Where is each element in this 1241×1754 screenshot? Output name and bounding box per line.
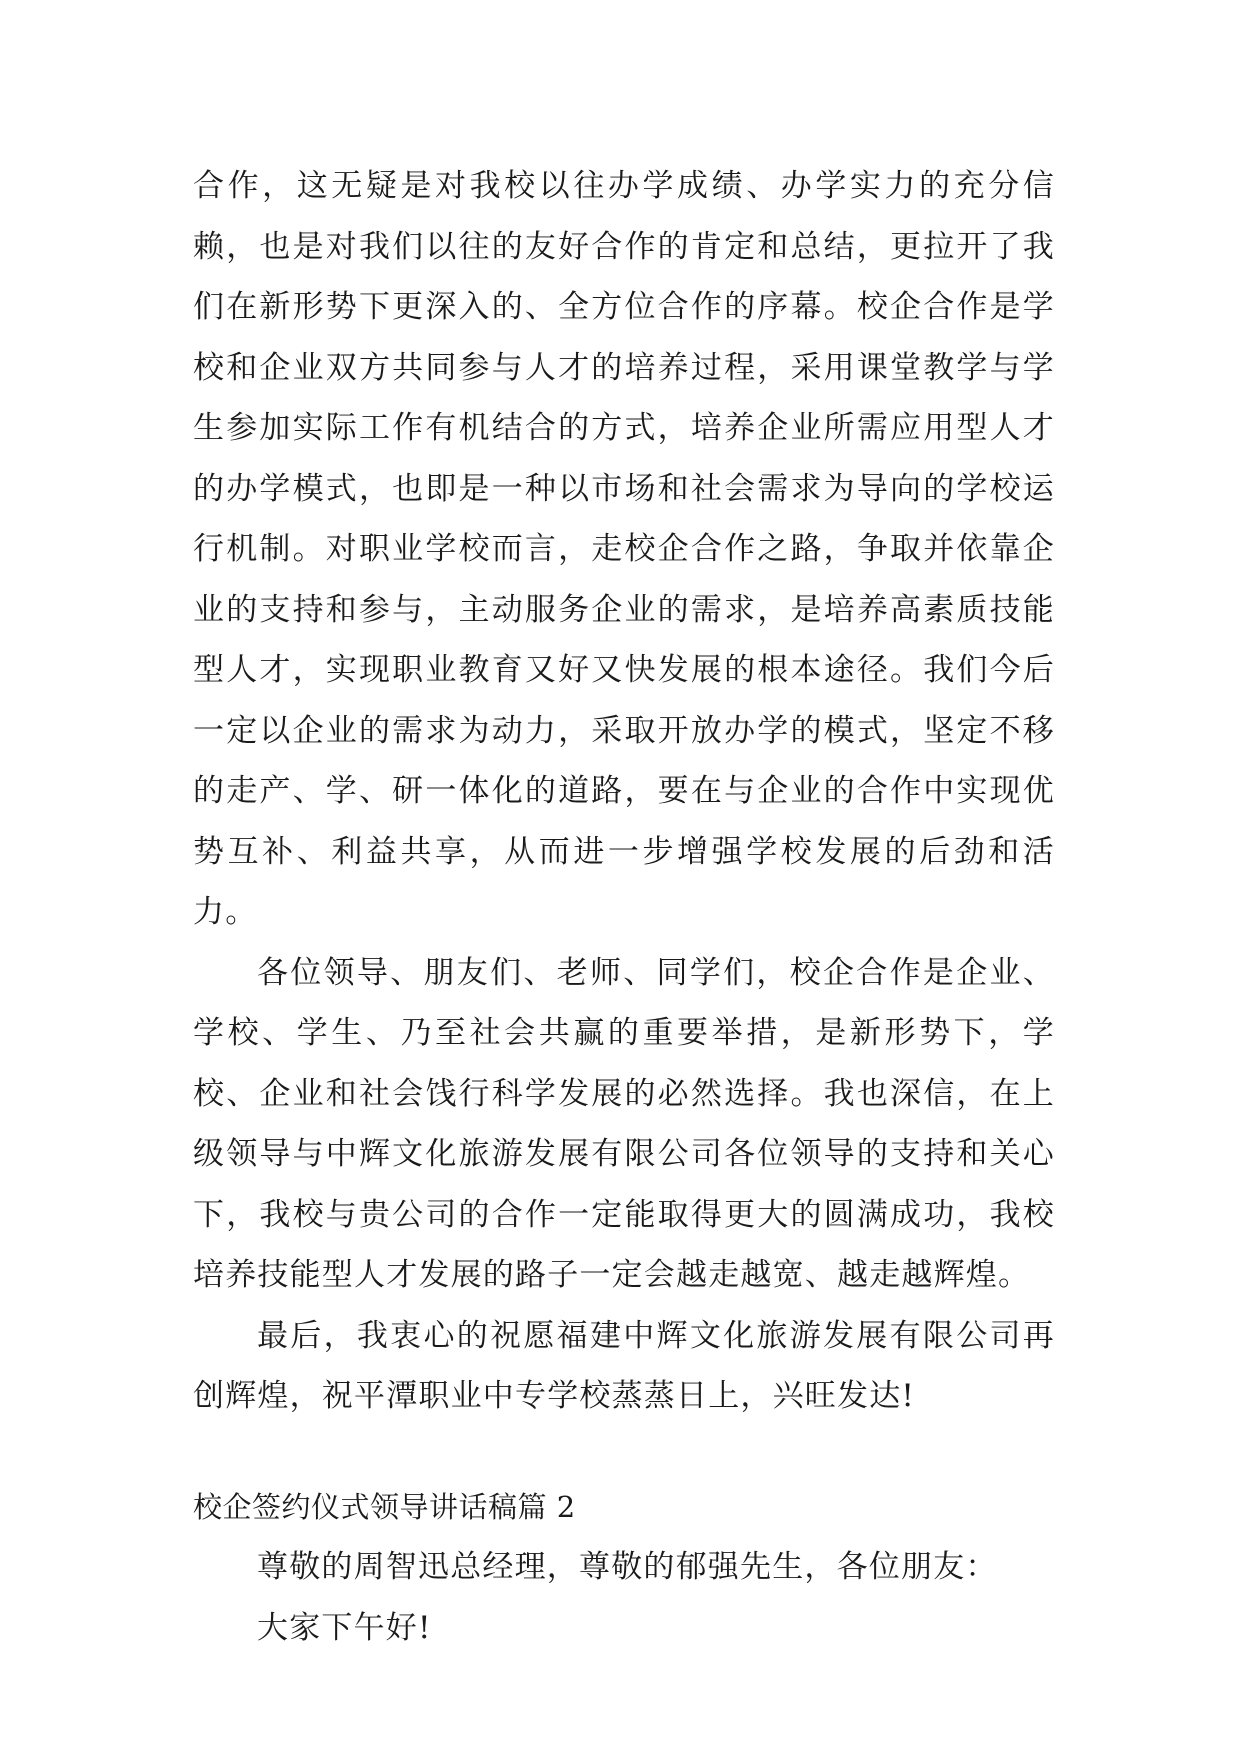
- section-heading: 校企签约仪式领导讲话稿篇 2: [193, 1489, 576, 1524]
- paragraph-closing-wishes: 最后，我衷心的祝愿福建中辉文化旅游发展有限公司再创辉煌，祝平潭职业中专学校蒸蒸日上，兴旺发达!: [193, 1317, 1055, 1414]
- document-body: [193, 156, 1055, 1658]
- greeting: 大家下午好!: [257, 1609, 432, 1646]
- salutation: 尊敬的周智迅总经理，尊敬的郁强先生，各位朋友：: [257, 1549, 998, 1585]
- paragraph-cooperation: 各位领导、朋友们、老师、同学们，校企合作是企业、学校、学生、乃至社会共赢的重要举措，是新形势下，学校、企业和社会饯行科学发展的必然选择。我也深信，在上级领导与中辉文化旅游发展有限公司各位领导的支持和关心下，我校与贵公司的合作一定能取得更大的圆满成功，我校培养技能型人才发展的路子一定会越走越宽、越走越辉煌。: [193, 954, 1055, 1293]
- paragraph-continuation: 合作，这无疑是对我校以往办学成绩、办学实力的充分信赖，也是对我们以往的友好合作的肯定和总结，更拉开了我们在新形势下更深入的、全方位合作的序幕。校企合作是学校和企业双方共同参与人才的培养过程，采用课堂教学与学生参加实际工作有机结合的方式，培养企业所需应用型人才的办学模式，也即是一种以市场和社会需求为导向的学校运行机制。对职业学校而言，走校企合作之路，争取并依靠企业的支持和参与，主动服务企业的需求，是培养高素质技能型人才，实现职业教育又好又快发展的根本途径。我们今后一定以企业的需求为动力，采取开放办学的模式，坚定不移的走产、学、研一体化的道路，要在与企业的合作中实现优势互补、利益共享，从而进一步增强学校发展的后劲和活力。: [193, 168, 1055, 930]
